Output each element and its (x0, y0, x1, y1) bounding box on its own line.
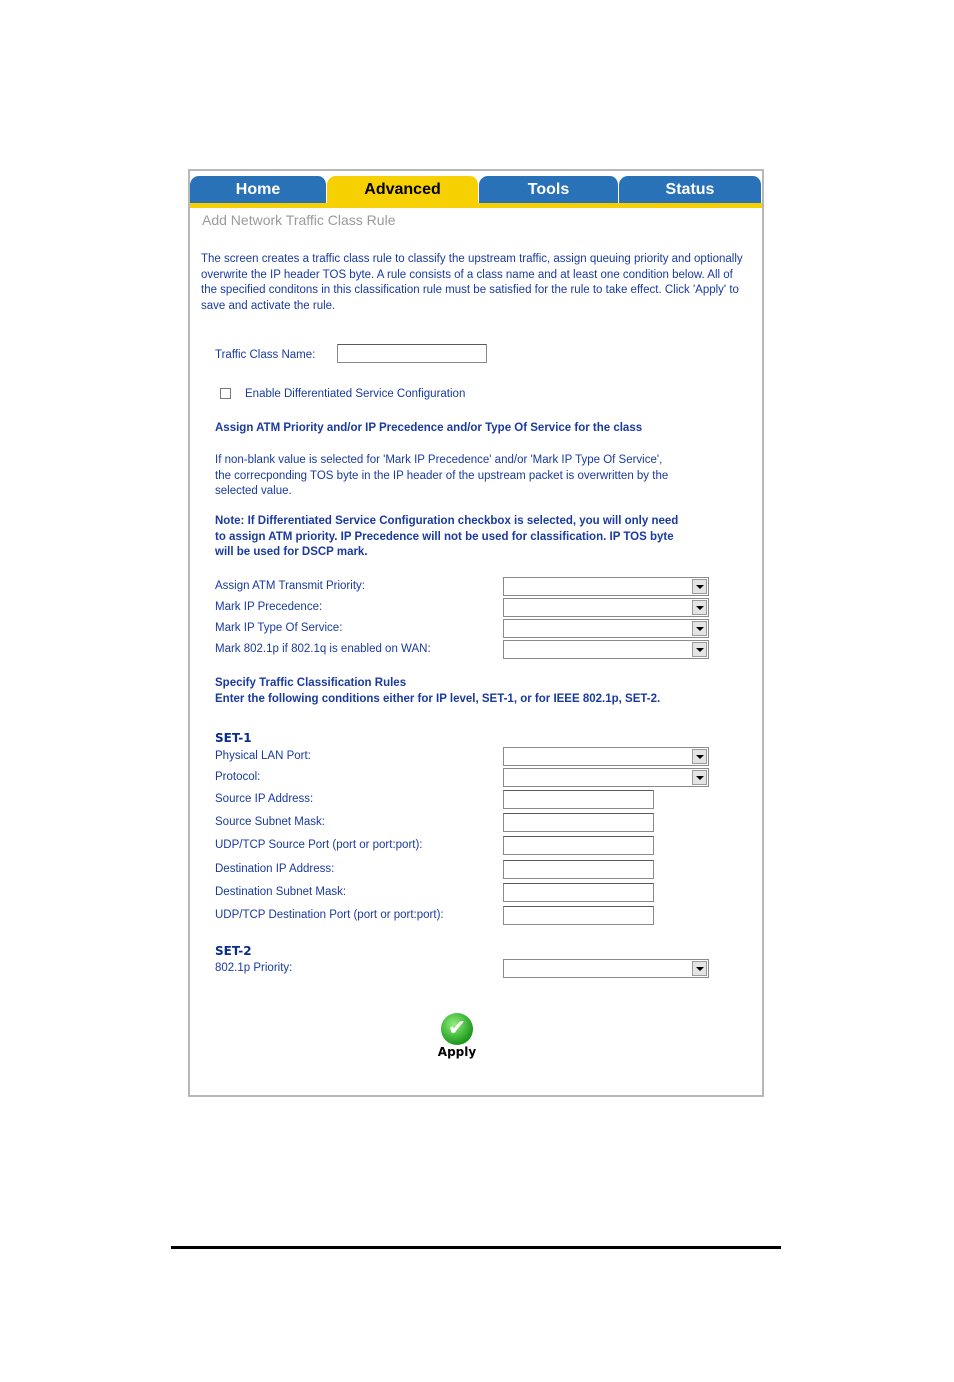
tab-status[interactable]: Status (619, 176, 762, 204)
set1-title: SET-1 (215, 731, 252, 745)
note-text: Note: If Differentiated Service Configuration checkbox is selected, you will only need to assign ATM priority. IP Precedence will not be used for classification. IP TOS byte will be used for DSCP mark. (215, 515, 679, 558)
lan-port-label: Physical LAN Port: (215, 750, 311, 762)
dst-mask-label: Destination Subnet Mask: (215, 886, 347, 898)
rules-subheading: Enter the following conditions either for IP level, SET-1, or for IEEE 802.1p, SET-2. (215, 693, 661, 705)
nav-tabs (190, 176, 762, 204)
atm-priority-select[interactable] (503, 577, 709, 596)
traffic-class-name-label: Traffic Class Name: (215, 349, 316, 361)
ip-precedence-label: Mark IP Precedence: (215, 601, 323, 613)
8021p-priority-select[interactable] (503, 959, 709, 978)
apply-label: Apply (437, 1045, 477, 1059)
rules-heading: Specify Traffic Classification Rules (215, 677, 407, 689)
8021p-priority-label: 802.1p Priority: (215, 962, 293, 974)
diffserv-label: Enable Differentiated Service Configuration (245, 388, 466, 400)
src-ip-input[interactable] (503, 790, 654, 809)
checkmark-icon: ✔ (441, 1013, 473, 1045)
set2-title: SET-2 (215, 944, 252, 958)
dst-ip-input[interactable] (503, 860, 654, 879)
dst-ip-label: Destination IP Address: (215, 863, 335, 875)
chevron-down-icon (692, 961, 707, 976)
dst-port-input[interactable] (503, 906, 654, 925)
src-mask-label: Source Subnet Mask: (215, 816, 325, 828)
dst-port-label: UDP/TCP Destination Port (port or port:port): (215, 909, 444, 921)
mark-8021p-select[interactable] (503, 640, 709, 659)
tab-tools[interactable]: Tools (479, 176, 619, 204)
chevron-down-icon (692, 642, 707, 657)
chevron-down-icon (692, 600, 707, 615)
ip-tos-select[interactable] (503, 619, 709, 638)
atm-priority-label: Assign ATM Transmit Priority: (215, 580, 365, 592)
src-port-label: UDP/TCP Source Port (port or port:port): (215, 839, 423, 851)
src-ip-label: Source IP Address: (215, 793, 314, 805)
intro-text: The screen creates a traffic class rule to classify the upstream traffic, assign queuing priority and optionally overwrite the IP header TOS byte. A rule consists of a class name and at least one condition below. All of the specified conditons in this classification rule must be satisfied for the rule to take effect. Click 'Apply' to save and activate the rule. (201, 253, 743, 312)
assign-heading: Assign ATM Priority and/or IP Precedence and/or Type Of Service for the class (215, 422, 643, 434)
chevron-down-icon (692, 621, 707, 636)
chevron-down-icon (692, 770, 707, 785)
chevron-down-icon (692, 749, 707, 764)
dst-mask-input[interactable] (503, 883, 654, 902)
chevron-down-icon (692, 579, 707, 594)
protocol-label: Protocol: (215, 771, 261, 783)
tab-underline (190, 203, 762, 208)
tab-home[interactable]: Home (190, 176, 327, 204)
mark-8021p-label: Mark 802.1p if 802.1q is enabled on WAN: (215, 643, 431, 655)
page-title: Add Network Traffic Class Rule (202, 212, 396, 228)
footer-divider (171, 1246, 781, 1249)
src-mask-input[interactable] (503, 813, 654, 832)
src-port-input[interactable] (503, 836, 654, 855)
lan-port-select[interactable] (503, 747, 709, 766)
protocol-select[interactable] (503, 768, 709, 787)
traffic-class-name-input[interactable] (337, 344, 487, 363)
apply-button[interactable] (436, 1013, 478, 1061)
ip-precedence-select[interactable] (503, 598, 709, 617)
diffserv-checkbox[interactable] (220, 388, 231, 399)
assign-description: If non-blank value is selected for 'Mark IP Precedence' and/or 'Mark IP Type Of Service', the correcponding TOS byte in the IP header of the upstream packet is overwritten by the selected value. (215, 454, 669, 497)
ip-tos-label: Mark IP Type Of Service: (215, 622, 343, 634)
tab-advanced[interactable]: Advanced (327, 176, 479, 204)
